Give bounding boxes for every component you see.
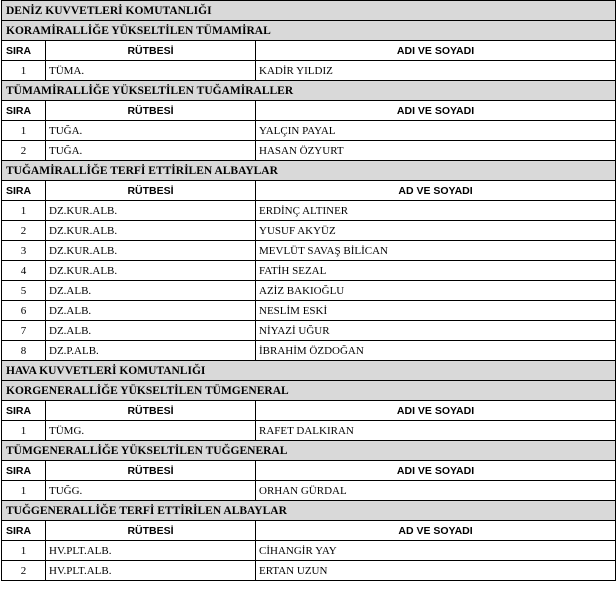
promotion-table bbox=[1, 0, 616, 581]
column-header-rank: RÜTBESİ bbox=[46, 401, 256, 421]
table-row bbox=[2, 481, 616, 501]
row-number: 5 bbox=[2, 281, 46, 301]
row-number: 8 bbox=[2, 341, 46, 361]
row-number: 1 bbox=[2, 481, 46, 501]
group-header-row bbox=[2, 21, 616, 41]
table-row bbox=[2, 301, 616, 321]
section-title: HAVA KUVVETLERİ KOMUTANLIĞI bbox=[2, 361, 616, 381]
group-title: TUĞGENERALLİĞE TERFİ ETTİRİLEN ALBAYLAR bbox=[2, 501, 616, 521]
table-row bbox=[2, 421, 616, 441]
table-row bbox=[2, 61, 616, 81]
row-name: YALÇIN PAYAL bbox=[256, 121, 616, 141]
row-number: 2 bbox=[2, 141, 46, 161]
row-rank: DZ.ALB. bbox=[46, 281, 256, 301]
column-header-row bbox=[2, 521, 616, 541]
row-number: 1 bbox=[2, 541, 46, 561]
section-header-row bbox=[2, 1, 616, 21]
row-name: NİYAZİ UĞUR bbox=[256, 321, 616, 341]
row-name: İBRAHİM ÖZDOĞAN bbox=[256, 341, 616, 361]
column-header-row bbox=[2, 101, 616, 121]
column-header-name: AD VE SOYADI bbox=[256, 521, 616, 541]
group-header-row bbox=[2, 381, 616, 401]
row-rank: HV.PLT.ALB. bbox=[46, 541, 256, 561]
table-row bbox=[2, 141, 616, 161]
row-rank: DZ.KUR.ALB. bbox=[46, 241, 256, 261]
group-header-row bbox=[2, 161, 616, 181]
row-name: CİHANGİR YAY bbox=[256, 541, 616, 561]
row-number: 2 bbox=[2, 221, 46, 241]
column-header-rank: RÜTBESİ bbox=[46, 461, 256, 481]
column-header-sira: SIRA bbox=[2, 461, 46, 481]
row-number: 1 bbox=[2, 61, 46, 81]
row-rank: DZ.KUR.ALB. bbox=[46, 261, 256, 281]
group-header-row bbox=[2, 501, 616, 521]
row-name: YUSUF AKYÜZ bbox=[256, 221, 616, 241]
column-header-row bbox=[2, 401, 616, 421]
row-rank: TUĞA. bbox=[46, 121, 256, 141]
group-title: TÜMGENERALLİĞE YÜKSELTİLEN TUĞGENERAL bbox=[2, 441, 616, 461]
column-header-sira: SIRA bbox=[2, 181, 46, 201]
row-rank: TÜMG. bbox=[46, 421, 256, 441]
table-row bbox=[2, 281, 616, 301]
column-header-sira: SIRA bbox=[2, 41, 46, 61]
row-number: 1 bbox=[2, 121, 46, 141]
table-row bbox=[2, 341, 616, 361]
column-header-rank: RÜTBESİ bbox=[46, 521, 256, 541]
column-header-sira: SIRA bbox=[2, 101, 46, 121]
column-header-sira: SIRA bbox=[2, 521, 46, 541]
table-row bbox=[2, 561, 616, 581]
row-name: FATİH SEZAL bbox=[256, 261, 616, 281]
table-row bbox=[2, 201, 616, 221]
row-name: ORHAN GÜRDAL bbox=[256, 481, 616, 501]
column-header-name: ADI VE SOYADI bbox=[256, 41, 616, 61]
row-rank: DZ.KUR.ALB. bbox=[46, 221, 256, 241]
group-title: KORAMİRALLİĞE YÜKSELTİLEN TÜMAMİRAL bbox=[2, 21, 616, 41]
row-number: 6 bbox=[2, 301, 46, 321]
row-number: 2 bbox=[2, 561, 46, 581]
row-name: KADİR YILDIZ bbox=[256, 61, 616, 81]
column-header-row bbox=[2, 41, 616, 61]
row-name: RAFET DALKIRAN bbox=[256, 421, 616, 441]
row-name: ERTAN UZUN bbox=[256, 561, 616, 581]
row-rank: TÜMA. bbox=[46, 61, 256, 81]
column-header-rank: RÜTBESİ bbox=[46, 41, 256, 61]
row-name: MEVLÜT SAVAŞ BİLİCAN bbox=[256, 241, 616, 261]
column-header-name: ADI VE SOYADI bbox=[256, 461, 616, 481]
row-number: 1 bbox=[2, 201, 46, 221]
column-header-name: ADI VE SOYADI bbox=[256, 101, 616, 121]
row-number: 1 bbox=[2, 421, 46, 441]
row-rank: HV.PLT.ALB. bbox=[46, 561, 256, 581]
table-row bbox=[2, 241, 616, 261]
row-name: HASAN ÖZYURT bbox=[256, 141, 616, 161]
column-header-name: ADI VE SOYADI bbox=[256, 401, 616, 421]
table-row bbox=[2, 541, 616, 561]
row-number: 3 bbox=[2, 241, 46, 261]
column-header-row bbox=[2, 461, 616, 481]
row-name: ERDİNÇ ALTINER bbox=[256, 201, 616, 221]
row-name: AZİZ BAKIOĞLU bbox=[256, 281, 616, 301]
table-row bbox=[2, 261, 616, 281]
column-header-name: AD VE SOYADI bbox=[256, 181, 616, 201]
row-number: 4 bbox=[2, 261, 46, 281]
group-title: TUĞAMİRALLİĞE TERFİ ETTİRİLEN ALBAYLAR bbox=[2, 161, 616, 181]
row-rank: TUĞG. bbox=[46, 481, 256, 501]
row-rank: DZ.ALB. bbox=[46, 301, 256, 321]
group-header-row bbox=[2, 441, 616, 461]
column-header-sira: SIRA bbox=[2, 401, 46, 421]
row-rank: DZ.P.ALB. bbox=[46, 341, 256, 361]
column-header-rank: RÜTBESİ bbox=[46, 101, 256, 121]
row-rank: TUĞA. bbox=[46, 141, 256, 161]
column-header-row bbox=[2, 181, 616, 201]
column-header-rank: RÜTBESİ bbox=[46, 181, 256, 201]
section-title: DENİZ KUVVETLERİ KOMUTANLIĞI bbox=[2, 1, 616, 21]
row-rank: DZ.KUR.ALB. bbox=[46, 201, 256, 221]
row-number: 7 bbox=[2, 321, 46, 341]
section-header-row bbox=[2, 361, 616, 381]
table-row bbox=[2, 321, 616, 341]
table-row bbox=[2, 121, 616, 141]
row-rank: DZ.ALB. bbox=[46, 321, 256, 341]
group-title: TÜMAMİRALLİĞE YÜKSELTİLEN TUĞAMİRALLER bbox=[2, 81, 616, 101]
group-header-row bbox=[2, 81, 616, 101]
row-name: NESLİM ESKİ bbox=[256, 301, 616, 321]
table-row bbox=[2, 221, 616, 241]
group-title: KORGENERALLİĞE YÜKSELTİLEN TÜMGENERAL bbox=[2, 381, 616, 401]
